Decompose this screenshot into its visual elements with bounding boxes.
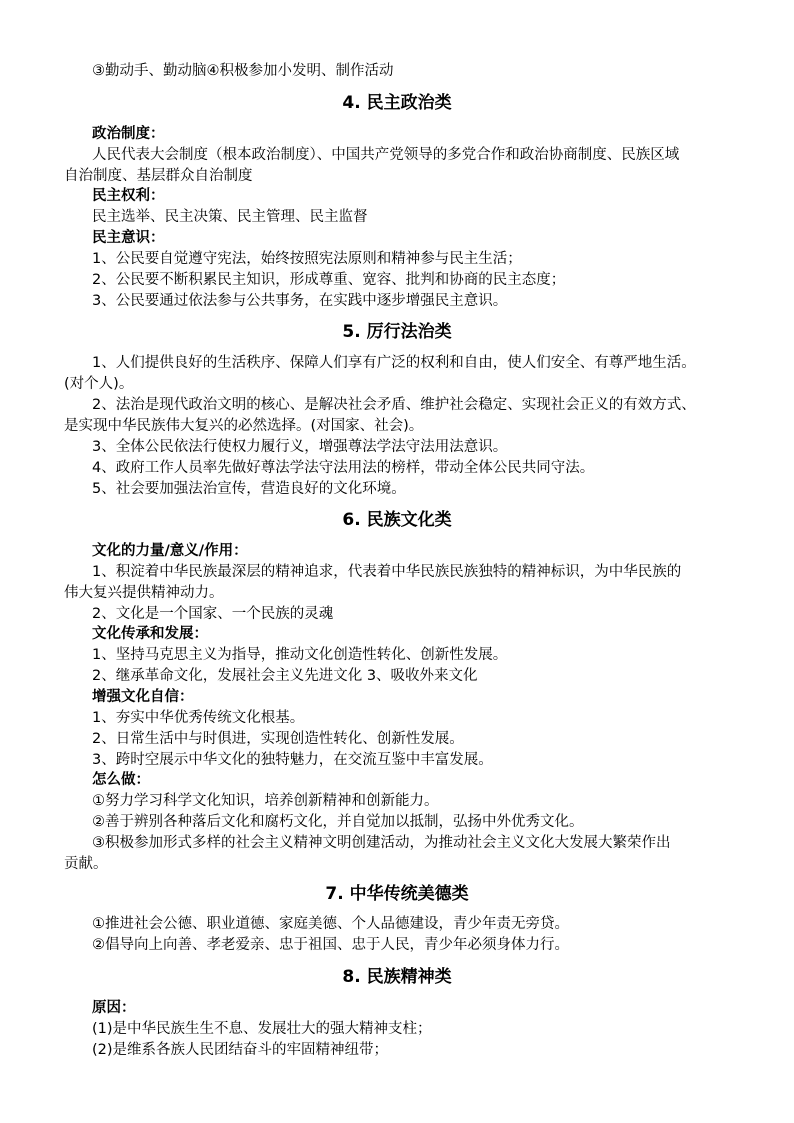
text-line: 4、政府工作人员率先做好尊法学法守法用法的榜样，带动全体公民共同守法。	[92, 460, 595, 476]
text-line: 3、跨时空展示中华文化的独特魅力，在交流互鉴中丰富发展。	[92, 752, 493, 768]
subheading: 原因：	[92, 1000, 136, 1016]
text-line: ①努力学习科学文化知识，培养创新精神和创新能力。	[92, 793, 439, 809]
subheading: 文化的力量/意义/作用：	[92, 543, 248, 559]
section-heading: 5. 厉行法治类	[342, 322, 452, 342]
text-line: 5、社会要加强法治宣传，营造良好的文化环境。	[92, 481, 406, 497]
text-line: 1、人们提供良好的生活秩序、保障人们享有广泛的权利和自由，使人们安全、有尊严地生活。	[92, 355, 696, 371]
text-line: 2、法治是现代政治文明的核心、是解决社会矛盾、维护社会稳定、实现社会正义的有效方式、	[92, 397, 696, 413]
text-line: ②善于辨别各种落后文化和腐朽文化，并自觉加以抵制，弘扬中外优秀文化。	[92, 814, 584, 830]
text-line: 人民代表大会制度（根本政治制度）、中国共产党领导的多党合作和政治协商制度、民族区域	[92, 147, 680, 163]
text-line: 贡献。	[64, 856, 108, 872]
text-line: 2、日常生活中与时俱进，实现创造性转化、创新性发展。	[92, 731, 464, 747]
subheading: 怎么做：	[92, 772, 150, 788]
text-line: 2、公民要不断积累民主知识，形成尊重、宽容、批判和协商的民主态度；	[92, 272, 566, 288]
subheading: 民主意识：	[92, 230, 165, 246]
text-line: (1)是中华民族生生不息、发展壮大的强大精神支柱；	[92, 1021, 432, 1037]
subheading: 增强文化自信：	[92, 689, 194, 705]
section-heading: 8. 民族精神类	[342, 967, 452, 987]
text-line: 民主选举、民主决策、民主管理、民主监督	[92, 209, 368, 225]
text-line: 1、积淀着中华民族最深层的精神追求，代表着中华民族民族独特的精神标识，为中华民族的	[92, 564, 682, 580]
text-line: 是实现中华民族伟大复兴的必然选择。(对国家、社会)。	[64, 418, 424, 434]
text-line: (对个人)。	[64, 376, 134, 392]
text-line: 2、继承革命文化，发展社会主义先进文化 3、吸收外来文化	[92, 668, 478, 684]
text-line: ②倡导向上向善、孝老爱亲、忠于祖国、忠于人民，青少年必须身体力行。	[92, 937, 569, 953]
text-line: 1、公民要自觉遵守宪法，始终按照宪法原则和精神参与民主生活；	[92, 251, 522, 267]
text-line: 1、夯实中华优秀传统文化根基。	[92, 710, 305, 726]
text-line: 自治制度、基层群众自治制度	[64, 168, 253, 184]
text-line: 3、公民要通过依法参与公共事务，在实践中逐步增强民主意识。	[92, 293, 508, 309]
text-line: ③积极参加形式多样的社会主义精神文明创建活动，为推动社会主义文化大发展大繁荣作出	[92, 835, 671, 851]
section-heading: 7. 中华传统美德类	[325, 884, 469, 904]
text-line: ①推进社会公德、职业道德、家庭美德、个人品德建设，青少年责无旁贷。	[92, 916, 569, 932]
text-line: 伟大复兴提供精神动力。	[64, 585, 224, 601]
section-heading: 4. 民主政治类	[342, 93, 452, 113]
subheading: 政治制度：	[92, 126, 165, 142]
text-line: ③勤动手、勤动脑④积极参加小发明、制作活动	[92, 63, 394, 79]
subheading: 文化传承和发展：	[92, 626, 208, 642]
text-line: (2)是维系各族人民团结奋斗的牢固精神纽带；	[92, 1042, 389, 1058]
section-heading: 6. 民族文化类	[342, 510, 452, 530]
text-line: 2、文化是一个国家、一个民族的灵魂	[92, 606, 334, 622]
subheading: 民主权利：	[92, 188, 165, 204]
text-line: 3、全体公民依法行使权力履行义，增强尊法学法守法用法意识。	[92, 439, 508, 455]
text-line: 1、坚持马克思主义为指导，推动文化创造性转化、创新性发展。	[92, 647, 508, 663]
